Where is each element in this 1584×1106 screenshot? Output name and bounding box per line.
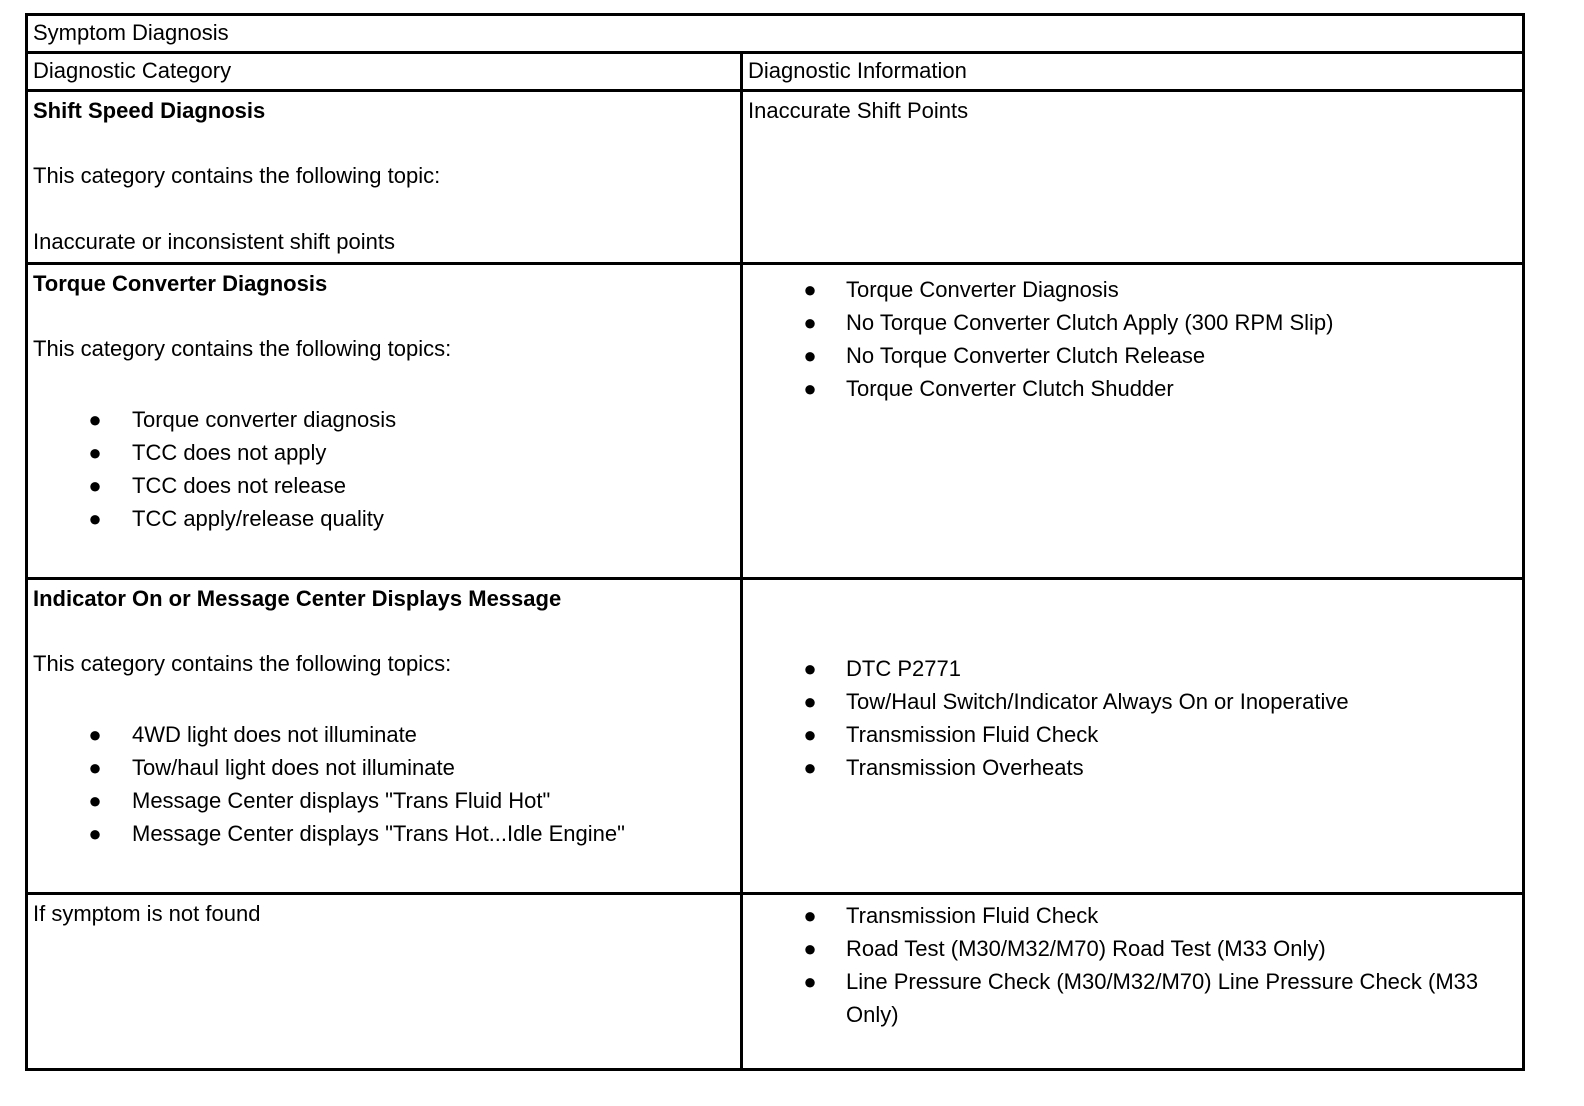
information-cell [742,91,1524,264]
bullet-icon: ● [88,506,102,531]
information-link[interactable]: ● Line Pressure Check (M30/M32/M70) Line Pressure Check (M33 Only) [748,965,1522,1031]
symptom-diagnosis-table [25,13,1525,1071]
bullet-icon: ● [803,903,817,928]
information-link[interactable]: ● Tow/Haul Switch/Indicator Always On or Inoperative [748,685,1522,718]
list-item: ● TCC does not release [33,469,740,502]
list-item: ● TCC does not apply [33,436,740,469]
bullet-icon: ● [803,936,817,961]
list-item: ● Message Center displays "Trans Hot...Idle Engine" [33,817,740,850]
category-topic: Inaccurate or inconsistent shift points [33,229,395,254]
category-intro: This category contains the following topic: [33,163,441,188]
list-item: ● Tow/haul light does not illuminate [33,751,740,784]
information-link[interactable]: ● Transmission Fluid Check [748,718,1522,751]
information-link[interactable]: ● DTC P2771 [748,652,1522,685]
category-intro: This category contains the following topics: [33,336,452,361]
bullet-icon: ● [803,376,817,401]
category-cell [27,264,742,579]
bullet-icon: ● [88,722,102,747]
bullet-icon: ● [88,440,102,465]
category-title: Indicator On or Message Center Displays Message [33,586,562,611]
bullet-icon: ● [803,969,817,994]
list-item: ● Message Center displays "Trans Fluid Hot" [33,784,740,817]
information-link[interactable]: ● Torque Converter Clutch Shudder [748,372,1522,405]
information-cell [742,894,1524,1070]
table-title: Symptom Diagnosis [27,15,1524,53]
table-row [27,894,1524,1070]
bullet-icon: ● [803,722,817,747]
bullet-icon: ● [803,755,817,780]
information-link[interactable]: ● Torque Converter Diagnosis [748,273,1522,306]
bullet-icon: ● [803,343,817,368]
bullet-icon: ● [88,821,102,846]
column-header-category: Diagnostic Category [27,53,742,91]
list-item: ● 4WD light does not illuminate [33,718,740,751]
bullet-icon: ● [803,310,817,335]
category-text: If symptom is not found [33,901,261,926]
information-list [748,273,1522,405]
category-topic-list [33,403,740,535]
bullet-icon: ● [88,473,102,498]
category-title: Torque Converter Diagnosis [33,271,328,296]
list-item: ● Torque converter diagnosis [33,403,740,436]
bullet-icon: ● [803,689,817,714]
information-cell [742,579,1524,894]
bullet-icon: ● [88,755,102,780]
information-link[interactable]: Inaccurate Shift Points [748,98,969,123]
bullet-icon: ● [803,656,817,681]
information-link[interactable]: ● Transmission Overheats [748,751,1522,784]
information-list [748,652,1522,784]
table-row [27,579,1524,894]
bullet-icon: ● [803,277,817,302]
table-row [27,264,1524,579]
information-link[interactable]: ● No Torque Converter Clutch Apply (300 RPM Slip) [748,306,1522,339]
category-cell [27,579,742,894]
bullet-icon: ● [88,407,102,432]
bullet-icon: ● [88,788,102,813]
category-cell [27,894,742,1070]
category-title: Shift Speed Diagnosis [33,98,266,123]
list-item: ● TCC apply/release quality [33,502,740,535]
information-link[interactable]: ● Road Test (M30/M32/M70) Road Test (M33 Only) [748,932,1522,965]
information-cell [742,264,1524,579]
information-link[interactable]: ● No Torque Converter Clutch Release [748,339,1522,372]
category-cell [27,91,742,264]
table-row [27,91,1524,264]
information-list [748,899,1522,1031]
column-header-information: Diagnostic Information [742,53,1524,91]
category-topic-list [33,718,740,850]
category-intro: This category contains the following topics: [33,651,452,676]
information-link[interactable]: ● Transmission Fluid Check [748,899,1522,932]
